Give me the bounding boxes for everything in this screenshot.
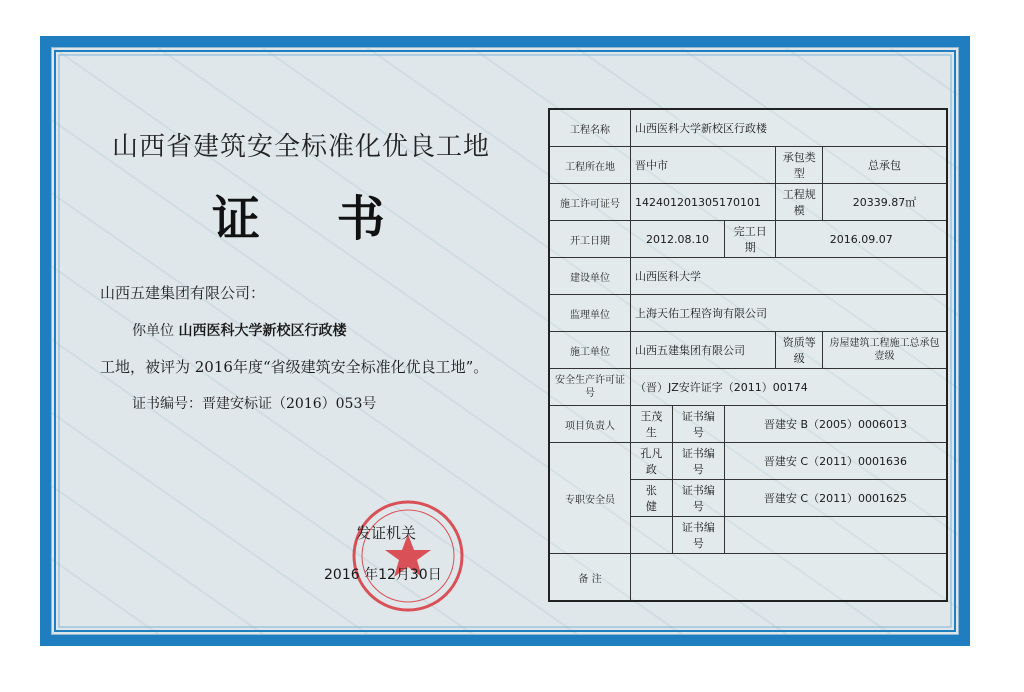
qualification-value: 房屋建筑工程施工总承包壹级: [823, 332, 947, 369]
start-date-value: 2012.08.10: [631, 221, 725, 258]
staff-cert-label: 证书编号: [672, 443, 724, 480]
permit-value: 142401201305170101: [631, 184, 776, 221]
award-line-project: [132, 320, 346, 340]
remarks-label: 备 注: [549, 554, 631, 602]
manager-cert-label: 证书编号: [672, 406, 724, 443]
constructor-value: 山西五建集团有限公司: [631, 332, 776, 369]
project-name-value: 山西医科大学新校区行政楼: [631, 109, 948, 147]
certificate-heading: 证 书: [212, 191, 415, 247]
project-name-label: 工程名称: [549, 109, 631, 147]
manager-label: 项目负责人: [549, 406, 631, 443]
certificate-title: 山西省建筑安全标准化优良工地: [112, 132, 491, 162]
table-row: [549, 258, 947, 295]
manager-cert-value: 晋建安 B（2005）0006013: [724, 406, 947, 443]
staff-cert-value: [724, 517, 947, 554]
table-row: [549, 147, 947, 184]
table-row: [549, 295, 947, 332]
table-row: [549, 221, 947, 258]
builder-label: 建设单位: [549, 258, 631, 295]
scale-label: 工程规模: [776, 184, 823, 221]
remarks-value: [631, 554, 948, 602]
table-row: [549, 109, 947, 147]
certificate-body: [51, 47, 959, 635]
staff-cert-value: 晋建安 C（2011）0001636: [724, 443, 947, 480]
supervisor-label: 监理单位: [549, 295, 631, 332]
staff-name: 张 健: [631, 480, 673, 517]
award-project-name: 山西医科大学新校区行政楼: [178, 323, 347, 339]
certificate-number: 证书编号：晋建安标证（2016）053号: [132, 396, 377, 412]
builder-value: 山西医科大学: [631, 258, 948, 295]
permit-label: 施工许可证号: [549, 184, 631, 221]
award-prefix: 你单位: [132, 323, 174, 339]
issue-date: 2016 年12月30日: [324, 567, 442, 583]
constructor-label: 施工单位: [549, 332, 631, 369]
location-label: 工程所在地: [549, 147, 631, 184]
certificate-frame: [40, 36, 970, 646]
table-row: [549, 332, 947, 369]
table-row: [549, 369, 947, 406]
staff-cert-value: 晋建安 C（2011）0001625: [724, 480, 947, 517]
issuing-authority: 发证机关: [356, 524, 417, 542]
qualification-label: 资质等级: [776, 332, 823, 369]
staff-cert-label: 证书编号: [672, 480, 724, 517]
table-row: [549, 406, 947, 443]
staff-name: [631, 517, 673, 554]
project-info-table: [548, 108, 948, 602]
award-line-rating: 工地，被评为 2016年度“省级建筑安全标准化优良工地”。: [100, 358, 489, 376]
finish-date-label: 完工日期: [724, 221, 776, 258]
manager-name: 王茂生: [631, 406, 673, 443]
table-row: [549, 554, 947, 602]
table-row: [549, 443, 947, 480]
recipient-company: 山西五建集团有限公司：: [100, 284, 266, 302]
finish-date-value: 2016.09.07: [776, 221, 947, 258]
supervisor-value: 上海天佑工程咨询有限公司: [631, 295, 948, 332]
table-row: [549, 184, 947, 221]
official-seal-icon: [348, 496, 468, 616]
scale-value: 20339.87㎡: [823, 184, 947, 221]
staff-cert-label: 证书编号: [672, 517, 724, 554]
start-date-label: 开工日期: [549, 221, 631, 258]
contract-type-label: 承包类型: [776, 147, 823, 184]
location-value: 晋中市: [631, 147, 776, 184]
safety-permit-label: 安全生产许可证号: [549, 369, 631, 406]
staff-name: 孔凡政: [631, 443, 673, 480]
contract-type-value: 总承包: [823, 147, 947, 184]
safety-staff-label: 专职安全员: [549, 443, 631, 554]
safety-permit-value: （晋）JZ安许证字（2011）00174: [631, 369, 948, 406]
